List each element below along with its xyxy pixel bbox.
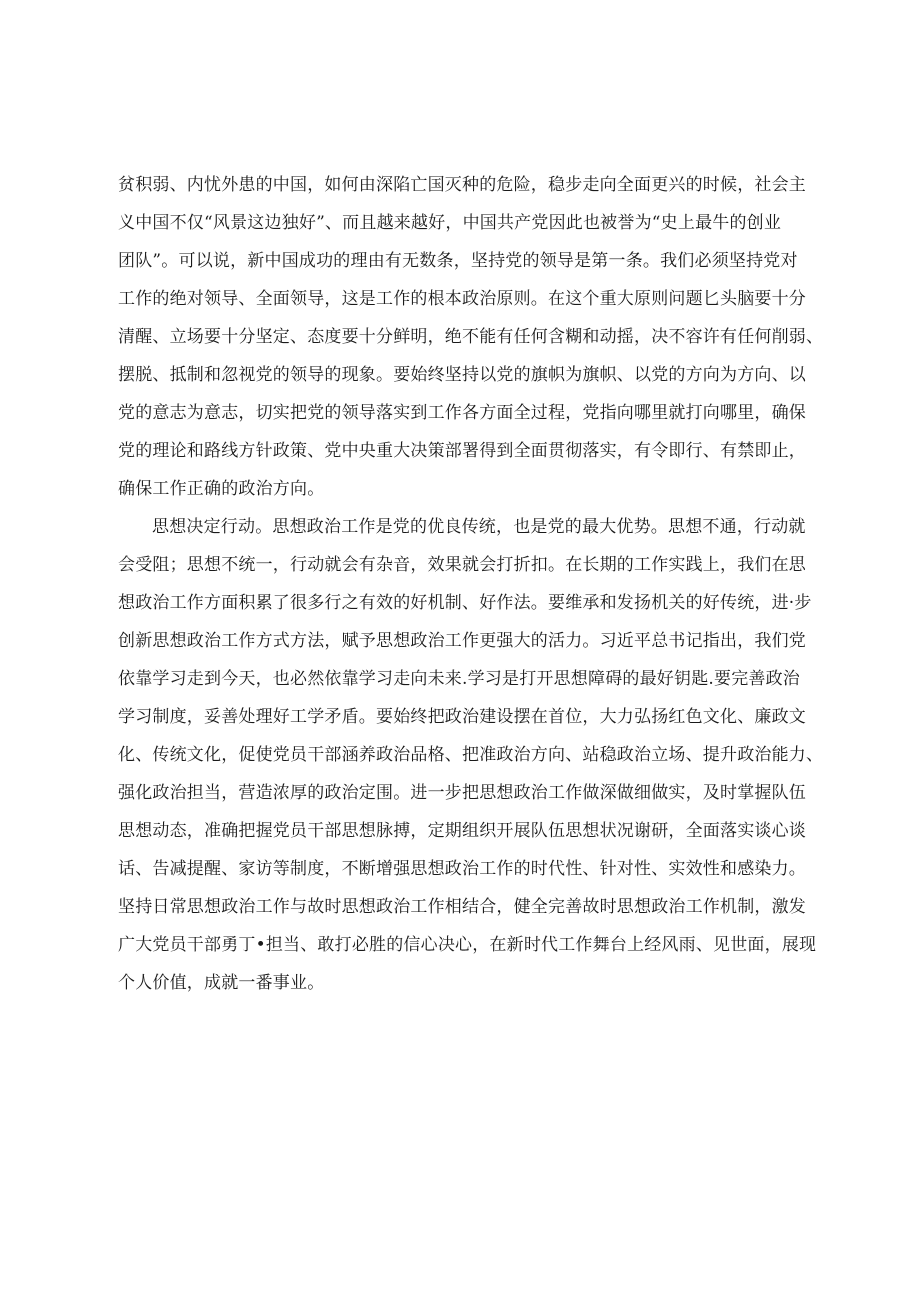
paragraph-line: 贫积弱、内忧外患的中国，如何由深陷亡国灭种的危险，稳步走向全面更兴的时候，社会主 xyxy=(118,175,806,195)
paragraph-line: 化、传统文化，促使党员干部涵养政治品格、把准政治方向、站稳政治立场、提升政治能力、 xyxy=(118,745,824,765)
paragraph-line: 党的意志为意志，切实把党的领导落实到工作各方面全过程，党指向哪里就打向哪里，确保 xyxy=(118,403,806,423)
paragraph-line: 摆脱、抵制和忽视党的领导的现象。要始终坚持以党的旗帜为旗帜、以党的方向为方向、以 xyxy=(118,365,806,385)
paragraph-line: 会受阻；思想不统一，行动就会有杂音，效果就会打折扣。在长期的工作实践上，我们在思 xyxy=(118,555,806,575)
paragraph-line: 创新思想政治工作方式方法，赋予思想政治工作更强大的活力。习近平总书记指出，我们党 xyxy=(118,631,806,651)
paragraph-line: 学习制度，妥善处理好工学矛盾。要始终把政治建设摆在首位，大力弘扬红色文化、廉政文 xyxy=(118,707,806,727)
paragraph-line: 坚持日常思想政治工作与故时思想政治工作相结合，健全完善故时思想政治工作机制，激发 xyxy=(118,897,806,917)
paragraph-line: 团队”。可以说，新中国成功的理由有无数条，坚持党的领导是第一条。我们必须坚持党对 xyxy=(118,251,798,271)
paragraph-line: 广大党员干部勇丁•担当、敢打必胜的信心决心，在新时代工作舞台上经风雨、见世面，展现 xyxy=(118,935,817,955)
paragraph-line: 清醒、立场要十分坚定、态度要十分鲜明，绝不能有任何含糊和动摇，决不容许有任何削弱、 xyxy=(118,327,824,347)
paragraph-line: 思想动态，准确把握党员干部思想脉搏，定期组织开展队伍思想状况谢研，全面落实谈心谈 xyxy=(118,821,806,841)
paragraph-line: 话、告减提醒、家访等制度，不断增强思想政治工作的时代性、针对性、实效性和感染力。 xyxy=(118,859,806,879)
paragraph-2 xyxy=(118,508,824,1002)
paragraph-line: 思想决定行动。思想政治工作是党的优良传统，也是党的最大优势。思想不通，行动就 xyxy=(152,517,806,537)
paragraph-1 xyxy=(118,166,824,508)
paragraph-line: 强化政治担当，营造浓厚的政治定围。进一步把思想政治工作做深做细做实，及时掌握队伍 xyxy=(118,783,806,803)
paragraph-line: 确保工作正确的政治方向。 xyxy=(118,479,325,499)
paragraph-line: 工作的绝对领导、全面领导，这是工作的根本政治原则。在这个重大原则问题匕头脑要十分 xyxy=(118,289,806,309)
paragraph-line: 想政治工作方面积累了很多行之有效的好机制、好作法。要维承和发扬机关的好传统，进·步 xyxy=(118,593,812,613)
paragraph-line: 义中国不仅“风景这边独好”、而且越来越好，中国共产党因此也被誉为“史上最牛的创业 xyxy=(118,213,782,233)
paragraph-line: 个人价值，成就一番事业。 xyxy=(118,973,325,993)
paragraph-line: 党的理论和路线方针政策、党中央重大决策部署得到全面贯彻落实，有令即行、有禁即止， xyxy=(118,441,806,461)
document-body xyxy=(118,166,824,1002)
paragraph-line: 依靠学习走到今天，也必然依靠学习走向未来.学习是打开思想障碍的最好钥匙.要完善政治 xyxy=(118,669,801,689)
